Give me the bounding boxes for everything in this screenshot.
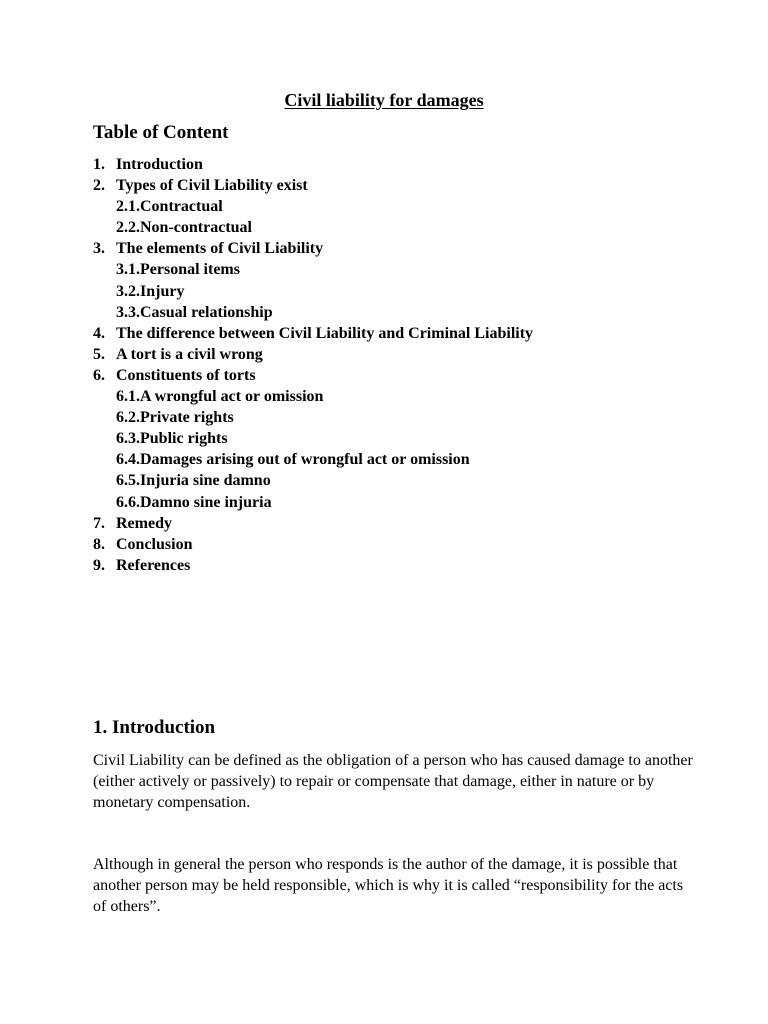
body-paragraph: Although in general the person who responds is the author of the damage, it is possible that another person may be held responsible, which is why it is called “responsibility for the acts of others”. <box>93 856 684 915</box>
toc-item <box>93 175 533 196</box>
toc-item-number: 9. <box>93 556 105 574</box>
toc-item <box>93 154 533 175</box>
toc-subitem: 6.5.Injuria sine damno <box>116 472 271 490</box>
toc-item-number: 3. <box>93 240 105 258</box>
toc-subitem: 3.2.Injury <box>116 282 185 300</box>
toc-item-number: 6. <box>93 366 105 384</box>
toc-subitem: 3.1.Personal items <box>116 261 240 279</box>
toc-item-label: References <box>116 556 191 574</box>
toc-item-label: Remedy <box>116 514 172 532</box>
toc-item <box>93 344 533 365</box>
body-paragraph: Civil Liability can be defined as the obligation of a person who has caused damage to another (either actively or passively) to repair or compensate that damage, either in nature or by monetary compensation. <box>93 752 693 811</box>
toc-item <box>93 534 533 555</box>
toc-item-number: 8. <box>93 535 105 553</box>
toc-subitem: 3.3.Casual relationship <box>116 303 273 321</box>
toc-item-label: Conclusion <box>116 535 193 553</box>
toc-subitem: 6.6.Damno sine injuria <box>116 493 272 511</box>
table-of-contents <box>93 154 533 576</box>
toc-heading: Table of Content <box>93 122 229 143</box>
section-heading-introduction: 1. Introduction <box>93 717 216 738</box>
toc-subitem: 6.1.A wrongful act or omission <box>116 388 324 406</box>
toc-item-number: 7. <box>93 514 105 532</box>
toc-item <box>93 555 533 576</box>
toc-item-label: The elements of Civil Liability <box>116 240 324 258</box>
toc-item-number: 4. <box>93 324 105 342</box>
toc-subitem: 2.2.Non-contractual <box>116 219 252 237</box>
toc-item <box>93 238 533 259</box>
toc-item <box>93 365 533 386</box>
toc-item-label: Constituents of torts <box>116 366 256 384</box>
toc-item-label: A tort is a civil wrong <box>116 345 263 363</box>
toc-subitem: 6.3.Public rights <box>116 430 228 448</box>
toc-subitem: 6.2.Private rights <box>116 409 234 427</box>
toc-item-number: 2. <box>93 177 105 195</box>
toc-item-label: Types of Civil Liability exist <box>116 177 308 195</box>
document-title: Civil liability for damages <box>284 90 484 110</box>
toc-item-label: The difference between Civil Liability and Criminal Liability <box>116 324 534 342</box>
toc-item-number: 5. <box>93 345 105 363</box>
toc-subitem: 2.1.Contractual <box>116 198 223 216</box>
toc-item-label: Introduction <box>116 156 203 173</box>
toc-item <box>93 323 533 344</box>
toc-item <box>93 513 533 534</box>
toc-subitem: 6.4.Damages arising out of wrongful act or omission <box>116 451 470 469</box>
toc-item-number: 1. <box>93 156 105 173</box>
